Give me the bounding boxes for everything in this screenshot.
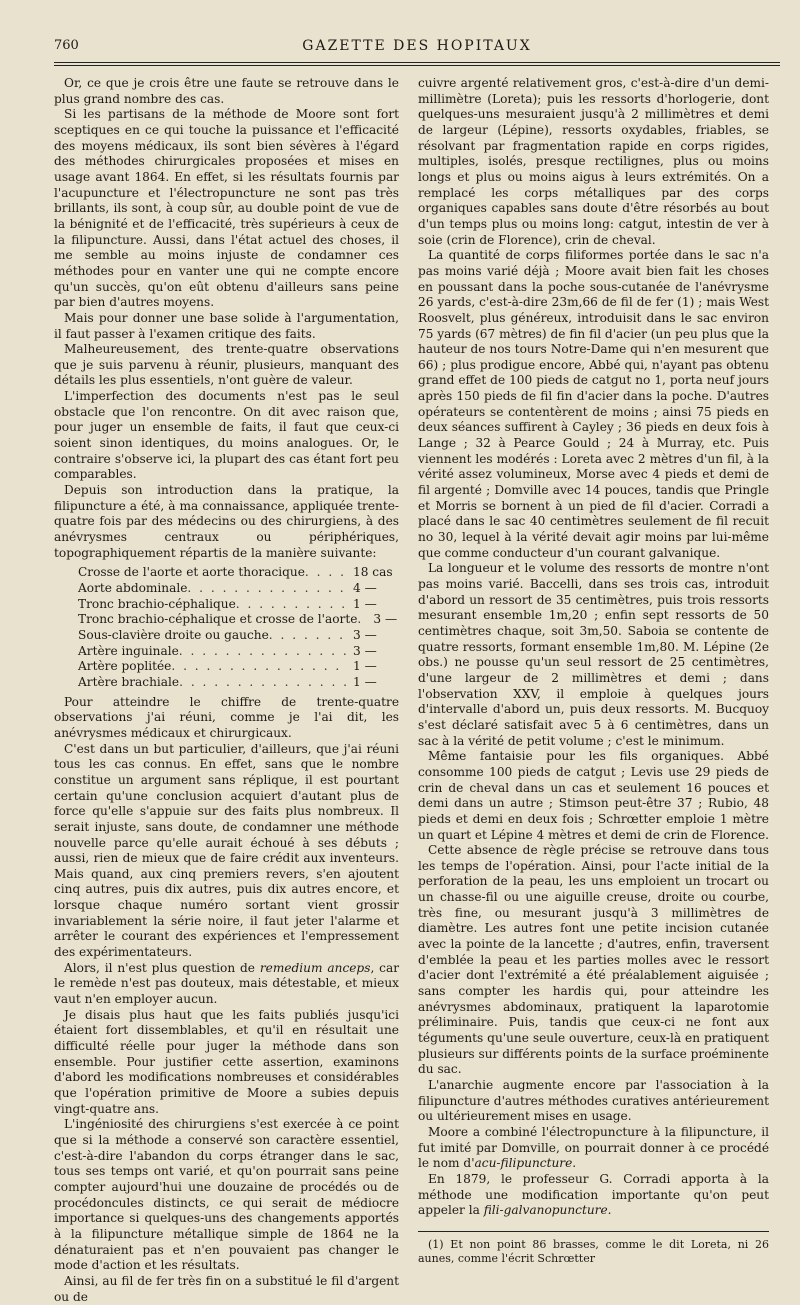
- paragraph: Or, ce que je crois être une faute se retrouve dans le plus grand nombre des cas.: [54, 76, 399, 106]
- case-count: 18 cas: [353, 565, 393, 580]
- right-column: [418, 76, 769, 1266]
- procedure-name: fili-galvanopuncture: [483, 1203, 608, 1218]
- list-item: [78, 612, 399, 628]
- paragraph: Je disais plus haut que les faits publiés jusqu'ici étaient fort dissemblables, et qu'il en résultait une difficulté réelle pour juger la méthode dans son ensemble. Pour justifier cette assertion, examinons d'abord les modifications nombreuses et considérables que l'opération primitive de Moore a subies depuis vingt-quatre ans.: [54, 1007, 399, 1116]
- location-label: Tronc brachio-céphalique et crosse de l'aorte: [78, 612, 358, 627]
- list-item: [78, 675, 399, 691]
- paragraph: Moore a combiné l'électropuncture à la filipuncture, il fut imité par Domville, on pourrait donner à ce procédé le nom d'acu-filipuncture.: [418, 1124, 769, 1171]
- paragraph: Cette absence de règle précise se retrouve dans tous les temps de l'opération. Ainsi, pour l'acte initial de la perforation de la peau, les uns emploient un trocart ou un chasse-fil ou une aiguille creuse, droite ou courbe, très fine, ou mesurant jusqu'à 3 millimètres de diamètre. Les autres font une petite incision cutanée avec la pointe de la lancette ; d'autres, enfin, traversent d'emblée la peau et les parties molles avec le ressort d'acier dont l'extrémité a été préalablement aiguisée ; sans compter les hardis qui, pour atteindre les anévrysmes abdominaux, pratiquent la laparotomie préliminaire. Puis, tandis que ceux-ci ne font aux téguments qu'une seule ouverture, ceux-là en pratiquent plusieurs sur différents points de la surface proéminente du sac.: [418, 843, 769, 1077]
- case-count: 3 —: [373, 612, 398, 627]
- paragraph: Pour atteindre le chiffre de trente-quatre observations j'ai réuni, comme je l'ai dit, les anévrysmes médicaux et chirurgicaux.: [54, 694, 399, 740]
- paragraph: En 1879, le professeur G. Corradi apporta à la méthode une modification importante qu'on peut appeler la fili-galvanopuncture.: [418, 1171, 769, 1218]
- paragraph: C'est dans un but particulier, d'ailleurs, que j'ai réuni tous les cas connus. En effet, sans que le nombre constitue un argument sans réplique, il est pourtant certain qu'une conclusion acquiert d'autant plus de force qu'elle s'appuie sur des faits plus nombreux. Il serait injuste, sans doute, de condamner une méthode nouvelle parce qu'elle aurait échoué à ses débuts ; aussi, rien de mieux que de faire crédit aux inventeurs. Mais quand, aux cinq premiers revers, s'en ajoutent cinq autres, puis dix autres, puis dix autres encore, et lorsque chaque numéro sortant vient grossir invariablement la série noire, il faut jeter l'alarme et arrêter le courant des expériences et l'empressement des expérimentateurs.: [54, 741, 399, 960]
- header-rule-bottom: [54, 65, 780, 66]
- header-rule-top: [54, 62, 780, 63]
- location-label: Artère brachiale: [78, 674, 180, 689]
- case-count: 1 —: [353, 674, 377, 689]
- procedure-name: acu-filipuncture: [474, 1156, 573, 1171]
- location-label: Artère poplitée: [78, 659, 172, 674]
- list-item: [78, 581, 399, 597]
- list-item: [78, 628, 399, 644]
- footnote: (1) Et non point 86 brasses, comme le dit Loreta, ni 26 aunes, comme l'écrit Schrœtter: [418, 1237, 769, 1265]
- footnote-rule: [418, 1231, 769, 1232]
- case-count: 1 —: [353, 596, 377, 611]
- location-label: Crosse de l'aorte et aorte thoracique: [78, 565, 305, 580]
- list-item: [78, 644, 399, 660]
- paragraph: L'imperfection des documents n'est pas le seul obstacle que l'on rencontre. On dit avec raison que, pour juger un ensemble de faits, il faut que ceux-ci soient sinon identiques, du moins analogues. Or, le contraire s'observe ici, la plupart des cas étant fort peu comparables.: [54, 389, 399, 482]
- location-label: Sous-clavière droite ou gauche: [78, 627, 269, 642]
- paragraph: Même fantaisie pour les fils organiques. Abbé consomme 100 pieds de catgut ; Levis use 29 pieds de crin de cheval dans un cas et seulement 16 pouces et demi dans un autre ; Stimson peut-être 37 ; Rubio, 48 pieds et demi en deux fois ; Schrœtter emploie 1 mètre un quart et Lépine 4 mètres et demi de crin de Florence.: [418, 749, 769, 842]
- aneurysm-location-list: [78, 565, 399, 690]
- case-count: 4 —: [353, 581, 377, 595]
- location-label: Tronc brachio-céphalique: [78, 596, 236, 611]
- paragraph: cuivre argenté relativement gros, c'est-à-dire d'un demi-millimètre (Loreta); puis les ressorts d'horlogerie, dont quelques-uns mesuraient jusqu'à 2 millimètres et demi de largeur (Lépine), ressorts oxydables, friables, se résolvant par fragmentation rapide en corps rigides, multiples, isolés, presque rectilignes, plus ou moins longs et plus ou moins aigus à leurs extrémités. On a remplacé les corps métalliques par des corps organiques capables sans doute d'être résorbés au bout d'un temps plus ou moins long: catgut, intestin de ver à soie (crin de Florence), crin de cheval.: [418, 76, 769, 247]
- location-label: Aorte abdominale: [78, 581, 188, 595]
- journal-title: GAZETTE DES HOPITAUX: [302, 38, 532, 54]
- location-label: Artère inguinale: [78, 643, 179, 658]
- paragraph: La longueur et le volume des ressorts de montre n'ont pas moins varié. Baccelli, dans ses trois cas, introduit d'abord un ressort de 35 centimètres, puis trois ressorts mesurant ensemble 1m,20 ; enfin sept ressorts de 50 centimètres chaque, soit 3m,50. Saboia se contente de quatre ressorts, formant ensemble 1m,80. M. Lépine (2e obs.) ne pousse qu'un seul ressort de 25 centimètres, d'une largeur de 2 millimètres et demi ; dans l'observation XXV, il emploie à quelques jours d'intervalle d'abord un, puis deux ressorts. M. Bucquoy s'est déclaré satisfait avec 5 à 6 centimètres, dans un sac à la vérité de petit volume ; c'est le minimum.: [418, 561, 769, 748]
- page-header: [54, 38, 780, 60]
- latin-phrase: remedium anceps: [259, 960, 371, 975]
- list-item: [78, 597, 399, 613]
- paragraph: Si les partisans de la méthode de Moore sont fort sceptiques en ce qui touche la puissance et l'efficacité des moyens médicaux, ils sont bien sévères à l'égard des méthodes chirurgicales proposées et mises en usage avant 1864. En effet, si les résultats fournis par l'acupuncture et l'électropuncture ne sont pas très brillants, ils sont, à coup sûr, au double point de vue de la bénignité et de l'efficacité, très supérieurs à ceux de la filipuncture. Aussi, dans l'état actuel des choses, il me semble au moins injuste de condamner ces méthodes pour en vanter une qui ne compte encore qu'un succès, qu'on eût obtenu d'ailleurs sans peine par bien d'autres moyens.: [54, 107, 399, 310]
- case-count: 3 —: [353, 643, 377, 658]
- paragraph: Malheureusement, des trente-quatre observations que je suis parvenu à réunir, plusieurs, manquant des détails les plus essentiels, n'ont guère de valeur.: [54, 342, 399, 388]
- paragraph: L'anarchie augmente encore par l'association à la filipuncture d'autres méthodes curatives antérieurement ou ultérieurement mises en usage.: [418, 1078, 769, 1124]
- paragraph: Mais pour donner une base solide à l'argumentation, il faut passer à l'examen critique des faits.: [54, 310, 399, 341]
- left-column: [54, 76, 399, 1305]
- case-count: 3 —: [353, 627, 377, 642]
- paragraph: L'ingéniosité des chirurgiens s'est exercée à ce point que si la méthode a conservé son caractère essentiel, c'est-à-dire l'abandon du corps étranger dans le sac, tous ses temps ont varié, et qu'on pourrait sans peine compter aujourd'hui une douzaine de procédés ou de procédoncules distincts, ce qui serait de médiocre importance si quelques-uns des changements apportés à la filipuncture métallique simple de 1864 ne la dénaturaient pas et n'en pouvaient pas changer le mode d'action et les résultats.: [54, 1117, 399, 1273]
- list-item: [78, 565, 399, 581]
- paragraph: Ainsi, au fil de fer très fin on a substitué le fil d'argent ou de: [54, 1273, 399, 1304]
- paragraph: Depuis son introduction dans la pratique, la filipuncture a été, à ma connaissance, appliquée trente-quatre fois par des médecins ou des chirurgiens, à des anévrysmes centraux ou périphériques, topographiquement répartis de la manière suivante:: [54, 483, 399, 560]
- case-count: 1 —: [353, 659, 377, 674]
- page-number: 760: [54, 38, 79, 53]
- paragraph: La quantité de corps filiformes portée dans le sac n'a pas moins varié déjà ; Moore avait bien fait les choses en poussant dans la poche sous-cutanée de l'anévrysme 26 yards, c'est-à-dire 23m,66 de fil de fer (1) ; mais West Roosvelt, plus généreux, introduisit dans le sac environ 75 yards (67 mètres) de fin fil d'acier (un peu plus que la hauteur de nos tours Notre-Dame qui n'en mesurent que 66) ; plus prodigue encore, Abbé qui, n'ayant pas obtenu grand effet de 100 pieds de catgut no 1, porta neuf jours après 150 pieds de fil fin d'acier dans la poche. D'autres opérateurs se contentèrent de moins ; ainsi 75 pieds en deux séances suffirent à Cayley ; 36 pieds en deux fois à Lange ; 32 à Pearce Gould ; 24 à Murray, etc. Puis viennent les modérés : Loreta avec 2 mètres d'un fil, à la vérité assez volumineux, Morse avec 4 pieds et demi de fil argenté ; Domville avec 14 pouces, tandis que Pringle et Morris se bornent à un pied de fil d'acier. Corradi a placé dans le sac 40 centimètres seulement de fil recuit no 30, lequel à la vérité devait agir moins par lui-même que comme conducteur d'un courant galvanique.: [418, 248, 769, 560]
- paragraph: Alors, il n'est plus question de remedium anceps, car le remède n'est pas douteux, mais détestable, et mieux vaut n'en employer aucun.: [54, 960, 400, 1007]
- list-item: [78, 659, 399, 675]
